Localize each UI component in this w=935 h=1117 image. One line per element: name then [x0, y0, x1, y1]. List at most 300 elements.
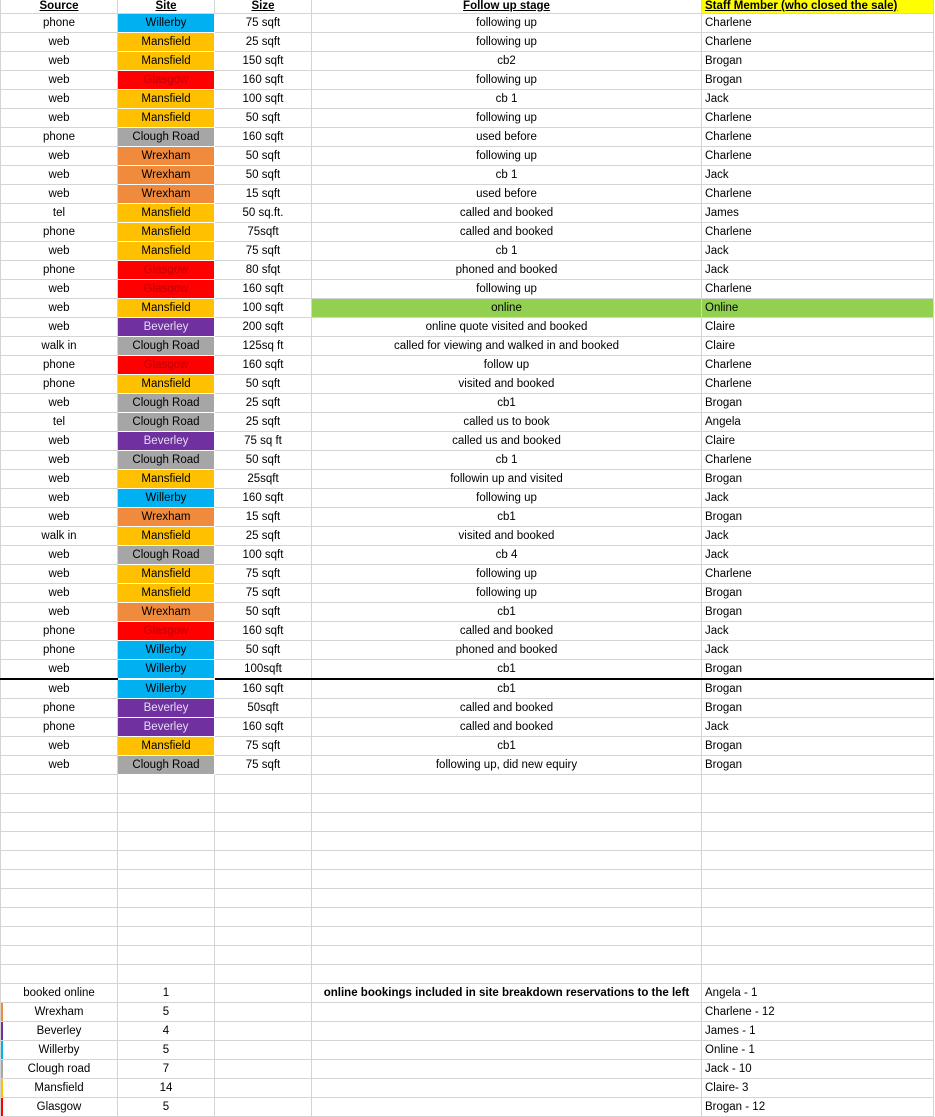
staff-cell[interactable]: Brogan: [702, 52, 934, 71]
stage-cell[interactable]: phoned and booked: [312, 261, 702, 280]
source-cell[interactable]: web: [1, 737, 118, 756]
stage-cell[interactable]: following up: [312, 33, 702, 52]
empty-cell[interactable]: [312, 794, 702, 813]
empty-cell[interactable]: [702, 870, 934, 889]
staff-cell[interactable]: Brogan: [702, 660, 934, 680]
staff-cell[interactable]: Brogan: [702, 71, 934, 90]
stage-cell[interactable]: used before: [312, 128, 702, 147]
size-cell[interactable]: 160 sqft: [215, 71, 312, 90]
size-cell[interactable]: 100 sqft: [215, 546, 312, 565]
staff-cell[interactable]: Brogan: [702, 756, 934, 775]
site-cell[interactable]: Willerby: [118, 489, 215, 508]
empty-cell[interactable]: [215, 1098, 312, 1117]
source-cell[interactable]: web: [1, 109, 118, 128]
staff-cell[interactable]: Charlene: [702, 185, 934, 204]
summary-site-label[interactable]: Wrexham: [1, 1003, 118, 1022]
size-cell[interactable]: 75 sqft: [215, 756, 312, 775]
stage-cell[interactable]: cb1: [312, 603, 702, 622]
empty-cell[interactable]: [312, 889, 702, 908]
staff-cell[interactable]: Jack: [702, 641, 934, 660]
summary-site-count[interactable]: 5: [118, 1098, 215, 1117]
stage-cell[interactable]: following up: [312, 71, 702, 90]
staff-cell[interactable]: Online: [702, 299, 934, 318]
staff-cell[interactable]: Charlene: [702, 147, 934, 166]
stage-cell[interactable]: called us and booked: [312, 432, 702, 451]
empty-cell[interactable]: [215, 775, 312, 794]
empty-cell[interactable]: [312, 813, 702, 832]
source-cell[interactable]: web: [1, 166, 118, 185]
stage-cell[interactable]: online: [312, 299, 702, 318]
source-cell[interactable]: web: [1, 603, 118, 622]
source-cell[interactable]: web: [1, 280, 118, 299]
empty-cell[interactable]: [215, 984, 312, 1003]
empty-cell[interactable]: [215, 832, 312, 851]
source-cell[interactable]: walk in: [1, 527, 118, 546]
empty-cell[interactable]: [118, 870, 215, 889]
empty-cell[interactable]: [312, 965, 702, 984]
size-cell[interactable]: 160 sqft: [215, 679, 312, 699]
size-cell[interactable]: 160 sqft: [215, 718, 312, 737]
site-cell[interactable]: Glasgow: [118, 261, 215, 280]
summary-site-label[interactable]: Willerby: [1, 1041, 118, 1060]
site-cell[interactable]: Clough Road: [118, 128, 215, 147]
staff-cell[interactable]: Jack: [702, 527, 934, 546]
empty-cell[interactable]: [702, 851, 934, 870]
site-cell[interactable]: Mansfield: [118, 90, 215, 109]
size-cell[interactable]: 125sq ft: [215, 337, 312, 356]
source-cell[interactable]: web: [1, 660, 118, 680]
header-row: [1, 0, 934, 14]
staff-cell[interactable]: Charlene: [702, 109, 934, 128]
staff-cell[interactable]: James: [702, 204, 934, 223]
staff-cell[interactable]: Jack: [702, 546, 934, 565]
source-cell[interactable]: phone: [1, 375, 118, 394]
site-cell[interactable]: Wrexham: [118, 147, 215, 166]
size-cell[interactable]: 50 sq.ft.: [215, 204, 312, 223]
empty-cell[interactable]: [118, 946, 215, 965]
source-cell[interactable]: phone: [1, 622, 118, 641]
size-cell[interactable]: 160 sqft: [215, 128, 312, 147]
size-cell[interactable]: 50 sqft: [215, 375, 312, 394]
empty-cell[interactable]: [118, 775, 215, 794]
empty-cell[interactable]: [215, 1079, 312, 1098]
source-cell[interactable]: web: [1, 318, 118, 337]
staff-cell[interactable]: Brogan: [702, 679, 934, 699]
stage-cell[interactable]: called and booked: [312, 223, 702, 242]
source-cell[interactable]: web: [1, 470, 118, 489]
staff-cell[interactable]: Claire: [702, 337, 934, 356]
stage-cell[interactable]: cb 1: [312, 90, 702, 109]
staff-cell[interactable]: Charlene: [702, 14, 934, 33]
source-cell[interactable]: web: [1, 508, 118, 527]
summary-site-label[interactable]: Clough road: [1, 1060, 118, 1079]
header-source[interactable]: Source: [1, 0, 118, 14]
stage-cell[interactable]: cb1: [312, 394, 702, 413]
summary-site-count[interactable]: 5: [118, 1041, 215, 1060]
staff-cell[interactable]: Charlene: [702, 565, 934, 584]
empty-cell[interactable]: [1, 927, 118, 946]
site-cell[interactable]: Mansfield: [118, 223, 215, 242]
size-cell[interactable]: 75 sqft: [215, 242, 312, 261]
stage-cell[interactable]: visited and booked: [312, 527, 702, 546]
site-cell[interactable]: Willerby: [118, 679, 215, 699]
staff-cell[interactable]: Charlene: [702, 33, 934, 52]
site-cell[interactable]: Wrexham: [118, 603, 215, 622]
empty-cell[interactable]: [1, 851, 118, 870]
stage-cell[interactable]: following up, did new equiry: [312, 756, 702, 775]
site-cell[interactable]: Beverley: [118, 432, 215, 451]
size-cell[interactable]: 25 sqft: [215, 527, 312, 546]
source-cell[interactable]: web: [1, 584, 118, 603]
stage-cell[interactable]: cb 1: [312, 451, 702, 470]
empty-cell[interactable]: [702, 908, 934, 927]
source-cell[interactable]: phone: [1, 14, 118, 33]
staff-cell[interactable]: Brogan: [702, 394, 934, 413]
header-size[interactable]: Size: [215, 0, 312, 14]
site-cell[interactable]: Mansfield: [118, 242, 215, 261]
size-cell[interactable]: 25 sqft: [215, 413, 312, 432]
stage-cell[interactable]: visited and booked: [312, 375, 702, 394]
empty-cell[interactable]: [312, 927, 702, 946]
empty-cell[interactable]: [1, 965, 118, 984]
site-cell[interactable]: Willerby: [118, 660, 215, 680]
header-stage[interactable]: Follow up stage: [312, 0, 702, 14]
empty-cell[interactable]: [118, 908, 215, 927]
empty-cell[interactable]: [118, 889, 215, 908]
source-cell[interactable]: phone: [1, 356, 118, 375]
empty-cell[interactable]: [312, 1098, 702, 1117]
staff-cell[interactable]: Claire: [702, 432, 934, 451]
site-cell[interactable]: Wrexham: [118, 166, 215, 185]
staff-cell[interactable]: Charlene: [702, 356, 934, 375]
empty-cell[interactable]: [312, 908, 702, 927]
size-cell[interactable]: 50 sqft: [215, 641, 312, 660]
summary-staff-count[interactable]: Jack - 10: [702, 1060, 934, 1079]
staff-cell[interactable]: Jack: [702, 166, 934, 185]
stage-cell[interactable]: cb 4: [312, 546, 702, 565]
source-cell[interactable]: web: [1, 565, 118, 584]
stage-cell[interactable]: called and booked: [312, 622, 702, 641]
staff-cell[interactable]: Jack: [702, 90, 934, 109]
site-cell[interactable]: Wrexham: [118, 185, 215, 204]
site-cell[interactable]: Glasgow: [118, 71, 215, 90]
empty-cell[interactable]: [118, 832, 215, 851]
site-cell[interactable]: Mansfield: [118, 584, 215, 603]
site-cell[interactable]: Mansfield: [118, 527, 215, 546]
site-cell[interactable]: Wrexham: [118, 508, 215, 527]
stage-cell[interactable]: cb1: [312, 660, 702, 680]
size-cell[interactable]: 75sqft: [215, 223, 312, 242]
site-cell[interactable]: Mansfield: [118, 565, 215, 584]
summary-site-count[interactable]: 14: [118, 1079, 215, 1098]
size-cell[interactable]: 75 sqft: [215, 584, 312, 603]
empty-cell[interactable]: [312, 1079, 702, 1098]
site-cell[interactable]: Beverley: [118, 699, 215, 718]
empty-cell[interactable]: [215, 1022, 312, 1041]
source-cell[interactable]: phone: [1, 718, 118, 737]
source-cell[interactable]: web: [1, 679, 118, 699]
staff-cell[interactable]: Jack: [702, 261, 934, 280]
empty-cell[interactable]: [215, 794, 312, 813]
size-cell[interactable]: 50 sqft: [215, 147, 312, 166]
empty-cell[interactable]: [312, 870, 702, 889]
size-cell[interactable]: 160 sqft: [215, 280, 312, 299]
summary-site-label[interactable]: booked online: [1, 984, 118, 1003]
stage-cell[interactable]: cb1: [312, 737, 702, 756]
empty-cell[interactable]: [312, 1060, 702, 1079]
size-cell[interactable]: 50 sqft: [215, 166, 312, 185]
site-cell[interactable]: Mansfield: [118, 204, 215, 223]
summary-staff-count[interactable]: Angela - 1: [702, 984, 934, 1003]
staff-cell[interactable]: Brogan: [702, 603, 934, 622]
empty-cell[interactable]: [1, 908, 118, 927]
size-cell[interactable]: 160 sqft: [215, 489, 312, 508]
source-cell[interactable]: phone: [1, 699, 118, 718]
stage-cell[interactable]: called for viewing and walked in and booked: [312, 337, 702, 356]
staff-cell[interactable]: Angela: [702, 413, 934, 432]
stage-cell[interactable]: called and booked: [312, 718, 702, 737]
source-cell[interactable]: web: [1, 394, 118, 413]
staff-cell[interactable]: Brogan: [702, 508, 934, 527]
table-row: [1, 52, 934, 71]
staff-cell[interactable]: Charlene: [702, 375, 934, 394]
size-cell[interactable]: 75 sqft: [215, 737, 312, 756]
size-cell[interactable]: 75 sqft: [215, 565, 312, 584]
summary-staff-count[interactable]: Brogan - 12: [702, 1098, 934, 1117]
stage-cell[interactable]: following up: [312, 280, 702, 299]
empty-cell[interactable]: [215, 851, 312, 870]
source-cell[interactable]: web: [1, 90, 118, 109]
staff-cell[interactable]: Jack: [702, 718, 934, 737]
empty-cell[interactable]: [1, 794, 118, 813]
source-cell[interactable]: phone: [1, 128, 118, 147]
staff-cell[interactable]: Brogan: [702, 737, 934, 756]
stage-cell[interactable]: called and booked: [312, 204, 702, 223]
site-cell[interactable]: Glasgow: [118, 622, 215, 641]
site-cell[interactable]: Mansfield: [118, 52, 215, 71]
empty-cell[interactable]: [312, 1003, 702, 1022]
header-site[interactable]: Site: [118, 0, 215, 14]
staff-cell[interactable]: Charlene: [702, 451, 934, 470]
empty-cell[interactable]: [118, 794, 215, 813]
size-cell[interactable]: 160 sqft: [215, 622, 312, 641]
source-cell[interactable]: web: [1, 52, 118, 71]
source-cell[interactable]: web: [1, 242, 118, 261]
stage-cell[interactable]: phoned and booked: [312, 641, 702, 660]
size-cell[interactable]: 160 sqft: [215, 356, 312, 375]
empty-cell[interactable]: [215, 965, 312, 984]
stage-cell[interactable]: following up: [312, 489, 702, 508]
staff-cell[interactable]: Brogan: [702, 584, 934, 603]
size-cell[interactable]: 25 sqft: [215, 33, 312, 52]
site-cell[interactable]: Beverley: [118, 718, 215, 737]
site-cell[interactable]: Clough Road: [118, 546, 215, 565]
source-cell[interactable]: web: [1, 299, 118, 318]
empty-cell[interactable]: [702, 889, 934, 908]
site-cell[interactable]: Clough Road: [118, 413, 215, 432]
empty-cell[interactable]: [312, 832, 702, 851]
source-cell[interactable]: web: [1, 71, 118, 90]
empty-cell[interactable]: [702, 794, 934, 813]
staff-cell[interactable]: Brogan: [702, 470, 934, 489]
site-cell[interactable]: Clough Road: [118, 451, 215, 470]
site-cell[interactable]: Mansfield: [118, 737, 215, 756]
empty-cell[interactable]: [215, 946, 312, 965]
size-cell[interactable]: 100 sqft: [215, 299, 312, 318]
size-cell[interactable]: 50 sqft: [215, 109, 312, 128]
site-cell[interactable]: Clough Road: [118, 337, 215, 356]
site-cell[interactable]: Willerby: [118, 641, 215, 660]
stage-cell[interactable]: online quote visited and booked: [312, 318, 702, 337]
empty-cell[interactable]: [215, 1041, 312, 1060]
staff-cell[interactable]: Charlene: [702, 128, 934, 147]
site-cell[interactable]: Glasgow: [118, 280, 215, 299]
stage-cell[interactable]: follow up: [312, 356, 702, 375]
source-cell[interactable]: web: [1, 147, 118, 166]
empty-cell[interactable]: [215, 927, 312, 946]
size-cell[interactable]: 200 sqft: [215, 318, 312, 337]
empty-cell[interactable]: [312, 946, 702, 965]
summary-row: [1, 984, 934, 1003]
stage-cell[interactable]: cb 1: [312, 166, 702, 185]
empty-cell[interactable]: [215, 870, 312, 889]
summary-staff-count[interactable]: James - 1: [702, 1022, 934, 1041]
size-cell[interactable]: 75 sq ft: [215, 432, 312, 451]
empty-cell[interactable]: [215, 889, 312, 908]
size-cell[interactable]: 50 sqft: [215, 603, 312, 622]
site-cell[interactable]: Willerby: [118, 14, 215, 33]
source-cell[interactable]: web: [1, 451, 118, 470]
source-cell[interactable]: web: [1, 432, 118, 451]
size-cell[interactable]: 150 sqft: [215, 52, 312, 71]
staff-cell[interactable]: Claire: [702, 318, 934, 337]
site-cell[interactable]: Mansfield: [118, 375, 215, 394]
size-cell[interactable]: 15 sqft: [215, 185, 312, 204]
stage-cell[interactable]: following up: [312, 565, 702, 584]
staff-cell[interactable]: Charlene: [702, 223, 934, 242]
summary-site-count[interactable]: 1: [118, 984, 215, 1003]
stage-cell[interactable]: cb1: [312, 508, 702, 527]
empty-cell[interactable]: [1, 832, 118, 851]
stage-cell[interactable]: used before: [312, 185, 702, 204]
empty-cell[interactable]: [1, 813, 118, 832]
summary-staff-count[interactable]: Charlene - 12: [702, 1003, 934, 1022]
site-cell[interactable]: Clough Road: [118, 394, 215, 413]
empty-cell[interactable]: [118, 851, 215, 870]
site-cell[interactable]: Clough Road: [118, 756, 215, 775]
source-cell[interactable]: web: [1, 546, 118, 565]
site-cell[interactable]: Beverley: [118, 318, 215, 337]
size-cell[interactable]: 75 sqft: [215, 14, 312, 33]
size-cell[interactable]: 100sqft: [215, 660, 312, 680]
stage-cell[interactable]: following up: [312, 14, 702, 33]
empty-cell[interactable]: [215, 908, 312, 927]
size-cell[interactable]: 25sqft: [215, 470, 312, 489]
source-cell[interactable]: tel: [1, 204, 118, 223]
source-cell[interactable]: phone: [1, 223, 118, 242]
empty-cell[interactable]: [702, 946, 934, 965]
empty-cell[interactable]: [1, 946, 118, 965]
stage-cell[interactable]: following up: [312, 584, 702, 603]
summary-site-count[interactable]: 5: [118, 1003, 215, 1022]
staff-cell[interactable]: Jack: [702, 489, 934, 508]
summary-site-label[interactable]: Beverley: [1, 1022, 118, 1041]
size-cell[interactable]: 100 sqft: [215, 90, 312, 109]
size-cell[interactable]: 80 sfqt: [215, 261, 312, 280]
source-cell[interactable]: phone: [1, 261, 118, 280]
empty-cell[interactable]: [1, 889, 118, 908]
summary-site-label[interactable]: Glasgow: [1, 1098, 118, 1117]
header-staff[interactable]: Staff Member (who closed the sale): [702, 0, 934, 14]
source-cell[interactable]: tel: [1, 413, 118, 432]
site-cell[interactable]: Mansfield: [118, 33, 215, 52]
size-cell[interactable]: 50 sqft: [215, 451, 312, 470]
empty-cell[interactable]: [215, 1003, 312, 1022]
stage-cell[interactable]: following up: [312, 147, 702, 166]
summary-staff-count[interactable]: Claire- 3: [702, 1079, 934, 1098]
source-cell[interactable]: phone: [1, 641, 118, 660]
empty-cell[interactable]: [118, 813, 215, 832]
stage-cell[interactable]: cb1: [312, 679, 702, 699]
staff-cell[interactable]: Brogan: [702, 699, 934, 718]
site-cell[interactable]: Mansfield: [118, 109, 215, 128]
summary-site-count[interactable]: 7: [118, 1060, 215, 1079]
size-cell[interactable]: 25 sqft: [215, 394, 312, 413]
staff-cell[interactable]: Charlene: [702, 280, 934, 299]
empty-cell[interactable]: [702, 775, 934, 794]
empty-cell[interactable]: [118, 965, 215, 984]
stage-cell[interactable]: following up: [312, 109, 702, 128]
source-cell[interactable]: web: [1, 489, 118, 508]
empty-cell[interactable]: [118, 927, 215, 946]
table-row: [1, 299, 934, 318]
stage-cell[interactable]: cb 1: [312, 242, 702, 261]
size-cell[interactable]: 15 sqft: [215, 508, 312, 527]
stage-cell[interactable]: followin up and visited: [312, 470, 702, 489]
empty-cell[interactable]: [312, 1041, 702, 1060]
empty-cell[interactable]: [702, 965, 934, 984]
empty-cell[interactable]: [1, 870, 118, 889]
source-cell[interactable]: web: [1, 185, 118, 204]
empty-cell[interactable]: [702, 927, 934, 946]
source-cell[interactable]: walk in: [1, 337, 118, 356]
empty-cell[interactable]: [215, 1060, 312, 1079]
empty-cell[interactable]: [312, 851, 702, 870]
site-cell[interactable]: Mansfield: [118, 470, 215, 489]
source-cell[interactable]: web: [1, 33, 118, 52]
stage-cell[interactable]: cb2: [312, 52, 702, 71]
source-cell[interactable]: web: [1, 756, 118, 775]
empty-cell[interactable]: [312, 775, 702, 794]
empty-cell[interactable]: [215, 813, 312, 832]
empty-cell[interactable]: [702, 813, 934, 832]
summary-row: [1, 1079, 934, 1098]
staff-cell[interactable]: Jack: [702, 242, 934, 261]
stage-cell[interactable]: called us to book: [312, 413, 702, 432]
summary-staff-count[interactable]: Online - 1: [702, 1041, 934, 1060]
site-cell[interactable]: Mansfield: [118, 299, 215, 318]
size-cell[interactable]: 50sqft: [215, 699, 312, 718]
summary-site-count[interactable]: 4: [118, 1022, 215, 1041]
online-bookings-note[interactable]: online bookings included in site breakdown reservations to the left: [312, 984, 702, 1003]
staff-cell[interactable]: Jack: [702, 622, 934, 641]
empty-cell[interactable]: [702, 832, 934, 851]
empty-cell[interactable]: [312, 1022, 702, 1041]
empty-cell[interactable]: [1, 775, 118, 794]
site-cell[interactable]: Glasgow: [118, 356, 215, 375]
stage-cell[interactable]: called and booked: [312, 699, 702, 718]
summary-site-label[interactable]: Mansfield: [1, 1079, 118, 1098]
